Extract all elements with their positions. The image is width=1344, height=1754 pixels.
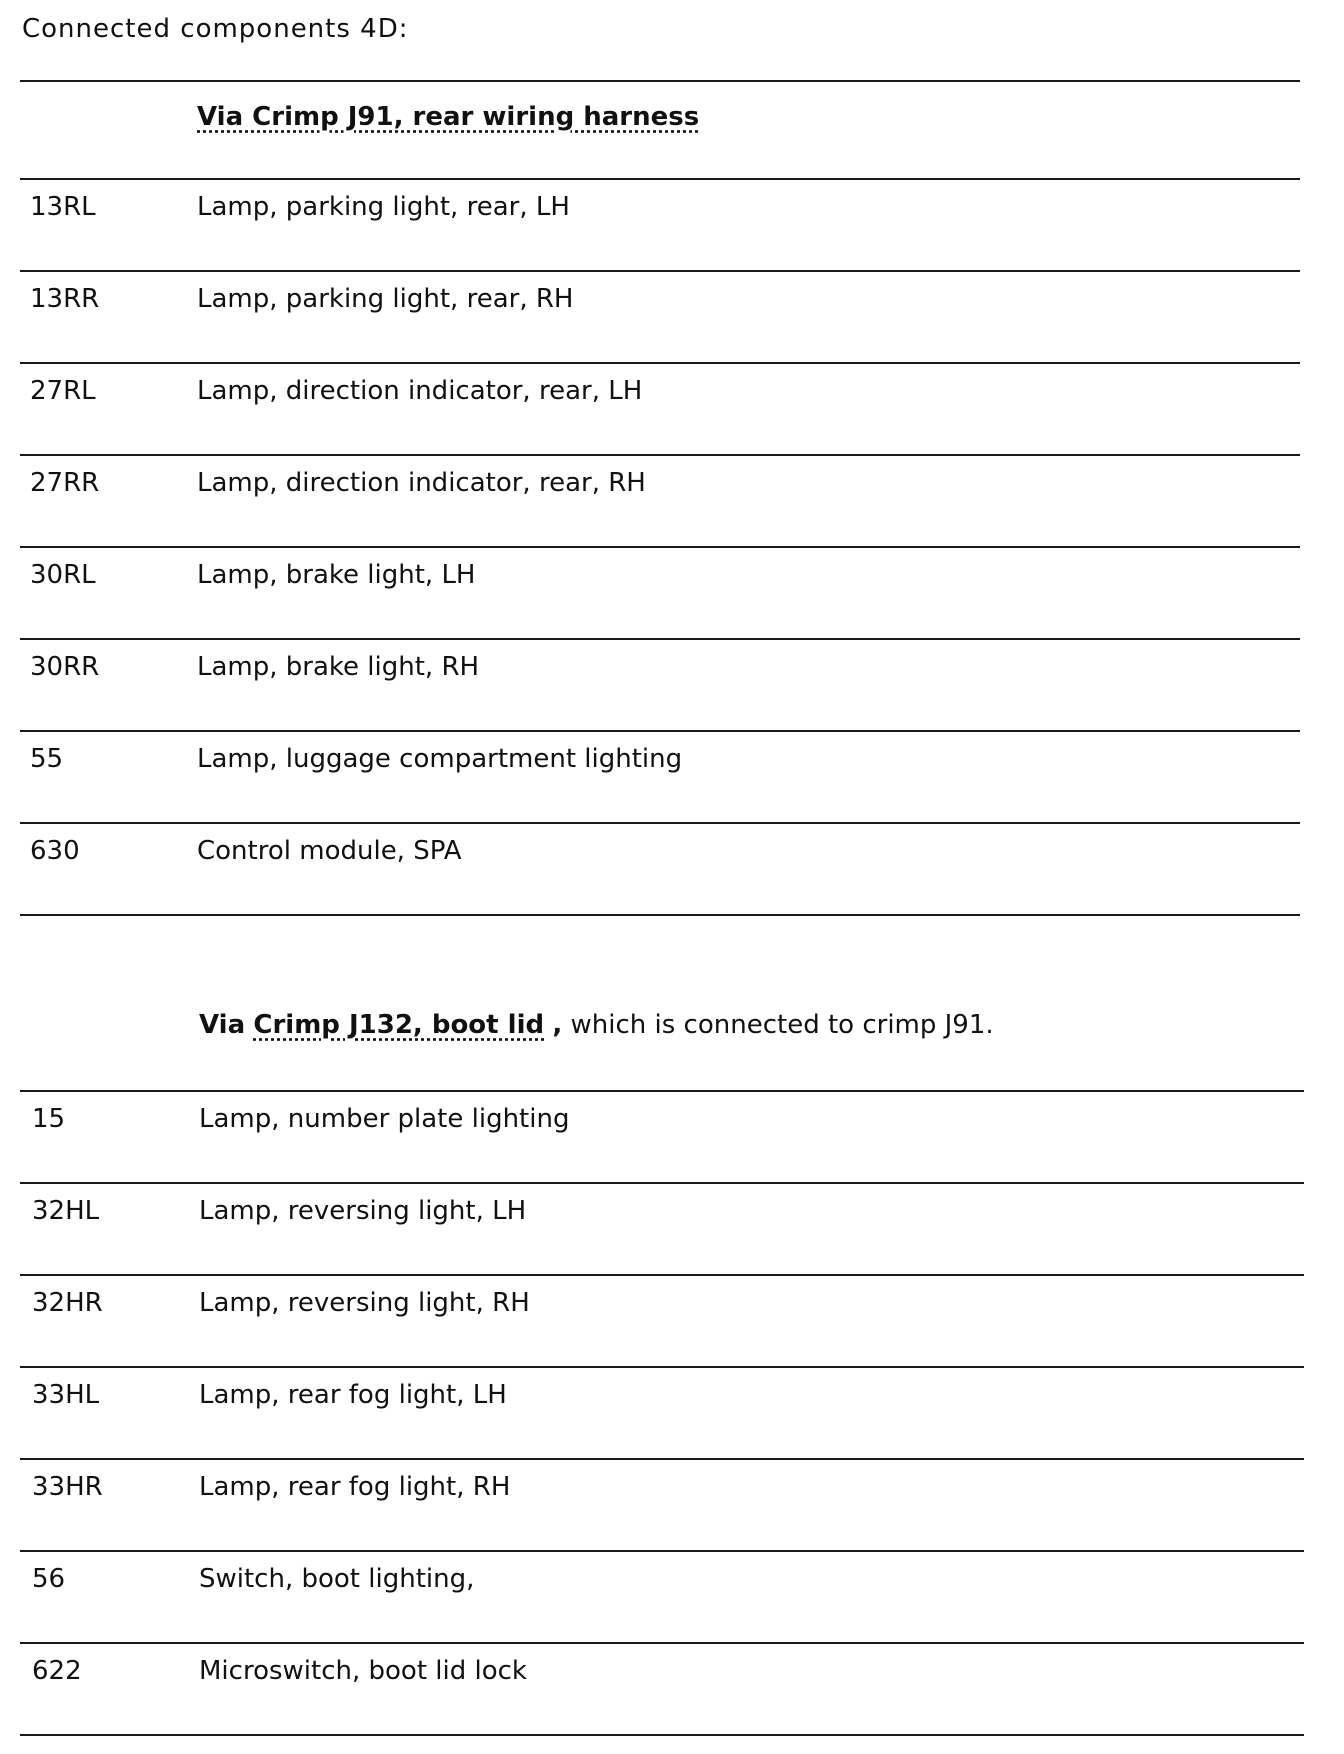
table-row [0, 1460, 1344, 1552]
component-description: Control module, SPA [197, 836, 462, 866]
component-code: 13RL [30, 192, 96, 222]
heading-prefix: Via [199, 1010, 246, 1040]
table-row [0, 640, 1344, 732]
component-code: 30RR [30, 652, 100, 682]
table-row [0, 732, 1344, 824]
component-code: 33HR [32, 1472, 103, 1502]
component-description: Switch, boot lighting, [199, 1564, 475, 1594]
table-row [0, 456, 1344, 548]
component-code: 33HL [32, 1380, 100, 1410]
component-code: 32HR [32, 1288, 103, 1318]
component-description: Microswitch, boot lid lock [199, 1656, 527, 1686]
table-rule [20, 80, 1300, 82]
component-code: 56 [32, 1564, 66, 1594]
component-code: 32HL [32, 1196, 100, 1226]
component-description: Lamp, brake light, LH [197, 560, 476, 590]
component-description: Lamp, direction indicator, rear, RH [197, 468, 646, 498]
component-code: 15 [32, 1104, 66, 1134]
component-code: 13RR [30, 284, 100, 314]
crimp-j132-link[interactable]: Crimp J132, boot lid [253, 1010, 545, 1040]
table-rule [20, 1734, 1304, 1736]
crimp-j91-link[interactable]: Via Crimp J91, rear wiring harness [197, 102, 700, 132]
table-row [0, 1644, 1344, 1736]
table-row [0, 364, 1344, 456]
section-heading [199, 1010, 994, 1040]
section-heading [197, 102, 699, 132]
component-code: 27RL [30, 376, 96, 406]
table-row [0, 824, 1344, 916]
table-row [0, 1184, 1344, 1276]
component-code: 630 [30, 836, 80, 866]
component-description: Lamp, parking light, rear, LH [197, 192, 570, 222]
component-description: Lamp, parking light, rear, RH [197, 284, 574, 314]
component-description: Lamp, direction indicator, rear, LH [197, 376, 643, 406]
table-row [0, 1368, 1344, 1460]
component-code: 27RR [30, 468, 100, 498]
component-description: Lamp, rear fog light, RH [199, 1472, 511, 1502]
heading-comma: , [552, 1010, 563, 1040]
heading-rest: which is connected to crimp J91. [570, 1010, 994, 1040]
table-row [0, 1276, 1344, 1368]
component-code: 30RL [30, 560, 96, 590]
component-description: Lamp, luggage compartment lighting [197, 744, 683, 774]
table-row [0, 272, 1344, 364]
component-code: 55 [30, 744, 64, 774]
component-description: Lamp, number plate lighting [199, 1104, 570, 1134]
table-rule [20, 914, 1300, 916]
document-title: Connected components 4D: [22, 14, 409, 44]
component-code: 622 [32, 1656, 82, 1686]
table-row [0, 1552, 1344, 1644]
component-description: Lamp, brake light, RH [197, 652, 480, 682]
component-description: Lamp, rear fog light, LH [199, 1380, 507, 1410]
table-row [0, 1092, 1344, 1184]
table-row [0, 548, 1344, 640]
table-row [0, 180, 1344, 272]
component-description: Lamp, reversing light, LH [199, 1196, 527, 1226]
component-description: Lamp, reversing light, RH [199, 1288, 530, 1318]
